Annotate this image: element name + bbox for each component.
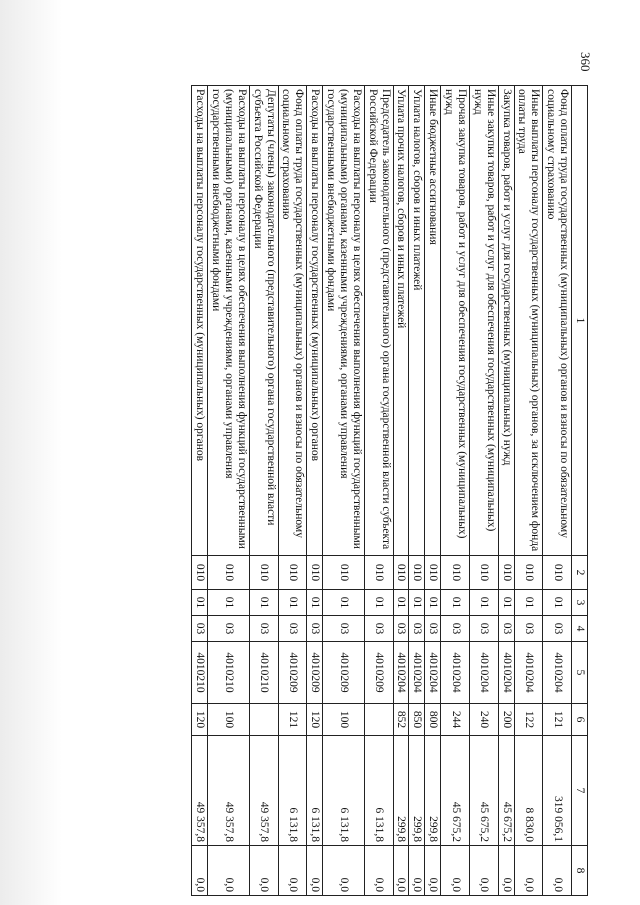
row-name-cell: Иные выплаты персоналу государственных (муниципальных) органов, за исключением фонда оплаты труда: [514, 86, 543, 556]
code-target-cell: 4010210: [249, 642, 278, 704]
row-name-cell: Уплата налогов, сборов и иных платежей: [409, 86, 425, 556]
amount-cell: 299,8: [393, 736, 409, 846]
table-row: [307, 86, 323, 896]
table-row: [364, 86, 393, 896]
row-name-cell: Фонд оплаты труда государственных (муниципальных) органов и взносы по обязательному социальному страхованию: [278, 86, 307, 556]
code-vid-cell: 122: [514, 704, 543, 736]
code-razdel-cell: 01: [543, 590, 572, 616]
code-glava-cell: 010: [425, 556, 441, 590]
row-name-cell: Расходы на выплаты персоналу государственных (муниципальных) органов: [192, 86, 208, 556]
column-header: 5: [572, 642, 588, 704]
code-target-cell: 4010204: [441, 642, 470, 704]
amount-change-cell: 0,0: [323, 846, 365, 896]
code-target-cell: 4010209: [278, 642, 307, 704]
code-glava-cell: 010: [514, 556, 543, 590]
amount-change-cell: 0,0: [425, 846, 441, 896]
row-name-cell: Расходы на выплаты персоналу государственных (муниципальных) органов: [307, 86, 323, 556]
amount-cell: 299,8: [425, 736, 441, 846]
code-vid-cell: 120: [192, 704, 208, 736]
code-razdel-cell: 01: [249, 590, 278, 616]
amount-change-cell: 0,0: [208, 846, 250, 896]
code-target-cell: 4010209: [364, 642, 393, 704]
code-vid-cell: 244: [441, 704, 470, 736]
code-vid-cell: 121: [278, 704, 307, 736]
code-razdel-cell: 01: [514, 590, 543, 616]
code-razdel-cell: 01: [323, 590, 365, 616]
code-podrazdel-cell: 03: [498, 616, 514, 642]
code-podrazdel-cell: 03: [249, 616, 278, 642]
table-row: [192, 86, 208, 896]
amount-change-cell: 0,0: [543, 846, 572, 896]
row-name-cell: Фонд оплаты труда государственных (муниципальных) органов и взносы по обязательному социальному страхованию: [543, 86, 572, 556]
amount-cell: 45 675,2: [470, 736, 499, 846]
column-header: 6: [572, 704, 588, 736]
amount-change-cell: 0,0: [409, 846, 425, 896]
table-row: [409, 86, 425, 896]
code-target-cell: 4010204: [393, 642, 409, 704]
code-podrazdel-cell: 03: [208, 616, 250, 642]
code-glava-cell: 010: [307, 556, 323, 590]
code-podrazdel-cell: 03: [441, 616, 470, 642]
code-podrazdel-cell: 03: [323, 616, 365, 642]
code-target-cell: 4010204: [498, 642, 514, 704]
amount-cell: 49 357,8: [208, 736, 250, 846]
row-name-cell: Уплата прочих налогов, сборов и иных платежей: [393, 86, 409, 556]
table-row: [425, 86, 441, 896]
code-razdel-cell: 01: [425, 590, 441, 616]
amount-change-cell: 0,0: [278, 846, 307, 896]
code-target-cell: 4010204: [470, 642, 499, 704]
code-glava-cell: 010: [498, 556, 514, 590]
code-podrazdel-cell: 03: [364, 616, 393, 642]
amount-change-cell: 0,0: [470, 846, 499, 896]
amount-change-cell: 0,0: [514, 846, 543, 896]
column-header: 2: [572, 556, 588, 590]
row-name-cell: Иные бюджетные ассигнования: [425, 86, 441, 556]
code-podrazdel-cell: 03: [514, 616, 543, 642]
code-vid-cell: 850: [409, 704, 425, 736]
code-glava-cell: 010: [249, 556, 278, 590]
code-target-cell: 4010209: [307, 642, 323, 704]
table-row: [514, 86, 543, 896]
amount-cell: 49 357,8: [192, 736, 208, 846]
row-name-cell: Председатель законодательного (представительного) органа государственной власти субъекта Российской Федерации: [364, 86, 393, 556]
code-target-cell: 4010210: [208, 642, 250, 704]
code-glava-cell: 010: [409, 556, 425, 590]
code-razdel-cell: 01: [498, 590, 514, 616]
code-vid-cell: [364, 704, 393, 736]
amount-cell: 6 131,8: [278, 736, 307, 846]
amount-cell: 45 675,2: [498, 736, 514, 846]
budget-table-sheet: [83, 85, 588, 895]
amount-change-cell: 0,0: [249, 846, 278, 896]
amount-change-cell: 0,0: [364, 846, 393, 896]
row-name-cell: Иные закупки товаров, работ и услуг для обеспечения государственных (муниципальных) нужд: [470, 86, 499, 556]
page-number: 360: [578, 52, 593, 72]
code-target-cell: 4010204: [409, 642, 425, 704]
code-razdel-cell: 01: [441, 590, 470, 616]
code-podrazdel-cell: 03: [409, 616, 425, 642]
code-podrazdel-cell: 03: [393, 616, 409, 642]
code-razdel-cell: 01: [470, 590, 499, 616]
code-glava-cell: 010: [441, 556, 470, 590]
code-glava-cell: 010: [278, 556, 307, 590]
row-name-cell: Закупка товаров, работ и услуг для государственных (муниципальных) нужд: [498, 86, 514, 556]
code-vid-cell: 120: [307, 704, 323, 736]
code-razdel-cell: 01: [409, 590, 425, 616]
column-header: 1: [572, 86, 588, 556]
code-razdel-cell: 01: [307, 590, 323, 616]
column-header: 3: [572, 590, 588, 616]
code-vid-cell: 240: [470, 704, 499, 736]
code-target-cell: 4010204: [425, 642, 441, 704]
code-target-cell: 4010210: [192, 642, 208, 704]
code-target-cell: 4010209: [323, 642, 365, 704]
code-glava-cell: 010: [364, 556, 393, 590]
column-header: 4: [572, 616, 588, 642]
code-podrazdel-cell: 03: [425, 616, 441, 642]
table-row: [208, 86, 250, 896]
amount-change-cell: 0,0: [393, 846, 409, 896]
table-row: [323, 86, 365, 896]
code-target-cell: 4010204: [514, 642, 543, 704]
code-razdel-cell: 01: [192, 590, 208, 616]
code-podrazdel-cell: 03: [192, 616, 208, 642]
amount-change-cell: 0,0: [192, 846, 208, 896]
code-podrazdel-cell: 03: [470, 616, 499, 642]
amount-cell: 6 131,8: [364, 736, 393, 846]
table-row: [498, 86, 514, 896]
code-vid-cell: 100: [208, 704, 250, 736]
amount-change-cell: 0,0: [498, 846, 514, 896]
code-vid-cell: 121: [543, 704, 572, 736]
row-name-cell: Прочая закупка товаров, работ и услуг для обеспечения государственных (муниципальных) нужд: [441, 86, 470, 556]
code-razdel-cell: 01: [208, 590, 250, 616]
table-row: [278, 86, 307, 896]
code-glava-cell: 010: [323, 556, 365, 590]
code-glava-cell: 010: [470, 556, 499, 590]
code-vid-cell: [249, 704, 278, 736]
column-header: 8: [572, 846, 588, 896]
amount-cell: 6 131,8: [307, 736, 323, 846]
code-glava-cell: 010: [192, 556, 208, 590]
amount-change-cell: 0,0: [441, 846, 470, 896]
code-glava-cell: 010: [543, 556, 572, 590]
code-target-cell: 4010204: [543, 642, 572, 704]
table-row: [441, 86, 470, 896]
code-podrazdel-cell: 03: [278, 616, 307, 642]
budget-table: [191, 85, 588, 896]
code-vid-cell: 200: [498, 704, 514, 736]
table-row: [249, 86, 278, 896]
row-name-cell: Депутаты (члены) законодательного (представительного) органа государственной власти субъекта Российской Федерации: [249, 86, 278, 556]
amount-cell: 319 056,1: [543, 736, 572, 846]
code-glava-cell: 010: [393, 556, 409, 590]
code-vid-cell: 852: [393, 704, 409, 736]
table-row: [470, 86, 499, 896]
row-name-cell: Расходы на выплаты персоналу в целях обеспечения выполнения функций государственными (муниципальными) органами, казенными учреждениями, органами управления государственными внебюджетными фондами: [208, 86, 250, 556]
code-podrazdel-cell: 03: [543, 616, 572, 642]
code-razdel-cell: 01: [278, 590, 307, 616]
table-row: [543, 86, 572, 896]
code-vid-cell: 800: [425, 704, 441, 736]
code-vid-cell: 100: [323, 704, 365, 736]
row-name-cell: Расходы на выплаты персоналу в целях обеспечения выполнения функций государственными (муниципальными) органами, казенными учреждениями, органами управления государственными внебюджетными фондами: [323, 86, 365, 556]
code-podrazdel-cell: 03: [307, 616, 323, 642]
code-glava-cell: 010: [208, 556, 250, 590]
table-row: [393, 86, 409, 896]
table-header-row: [572, 86, 588, 896]
amount-cell: 49 357,8: [249, 736, 278, 846]
code-razdel-cell: 01: [393, 590, 409, 616]
column-header: 7: [572, 736, 588, 846]
code-razdel-cell: 01: [364, 590, 393, 616]
amount-cell: 45 675,2: [441, 736, 470, 846]
amount-change-cell: 0,0: [307, 846, 323, 896]
amount-cell: 299,8: [409, 736, 425, 846]
amount-cell: 8 830,0: [514, 736, 543, 846]
scan-edge-shadow: [0, 0, 62, 905]
amount-cell: 6 131,8: [323, 736, 365, 846]
